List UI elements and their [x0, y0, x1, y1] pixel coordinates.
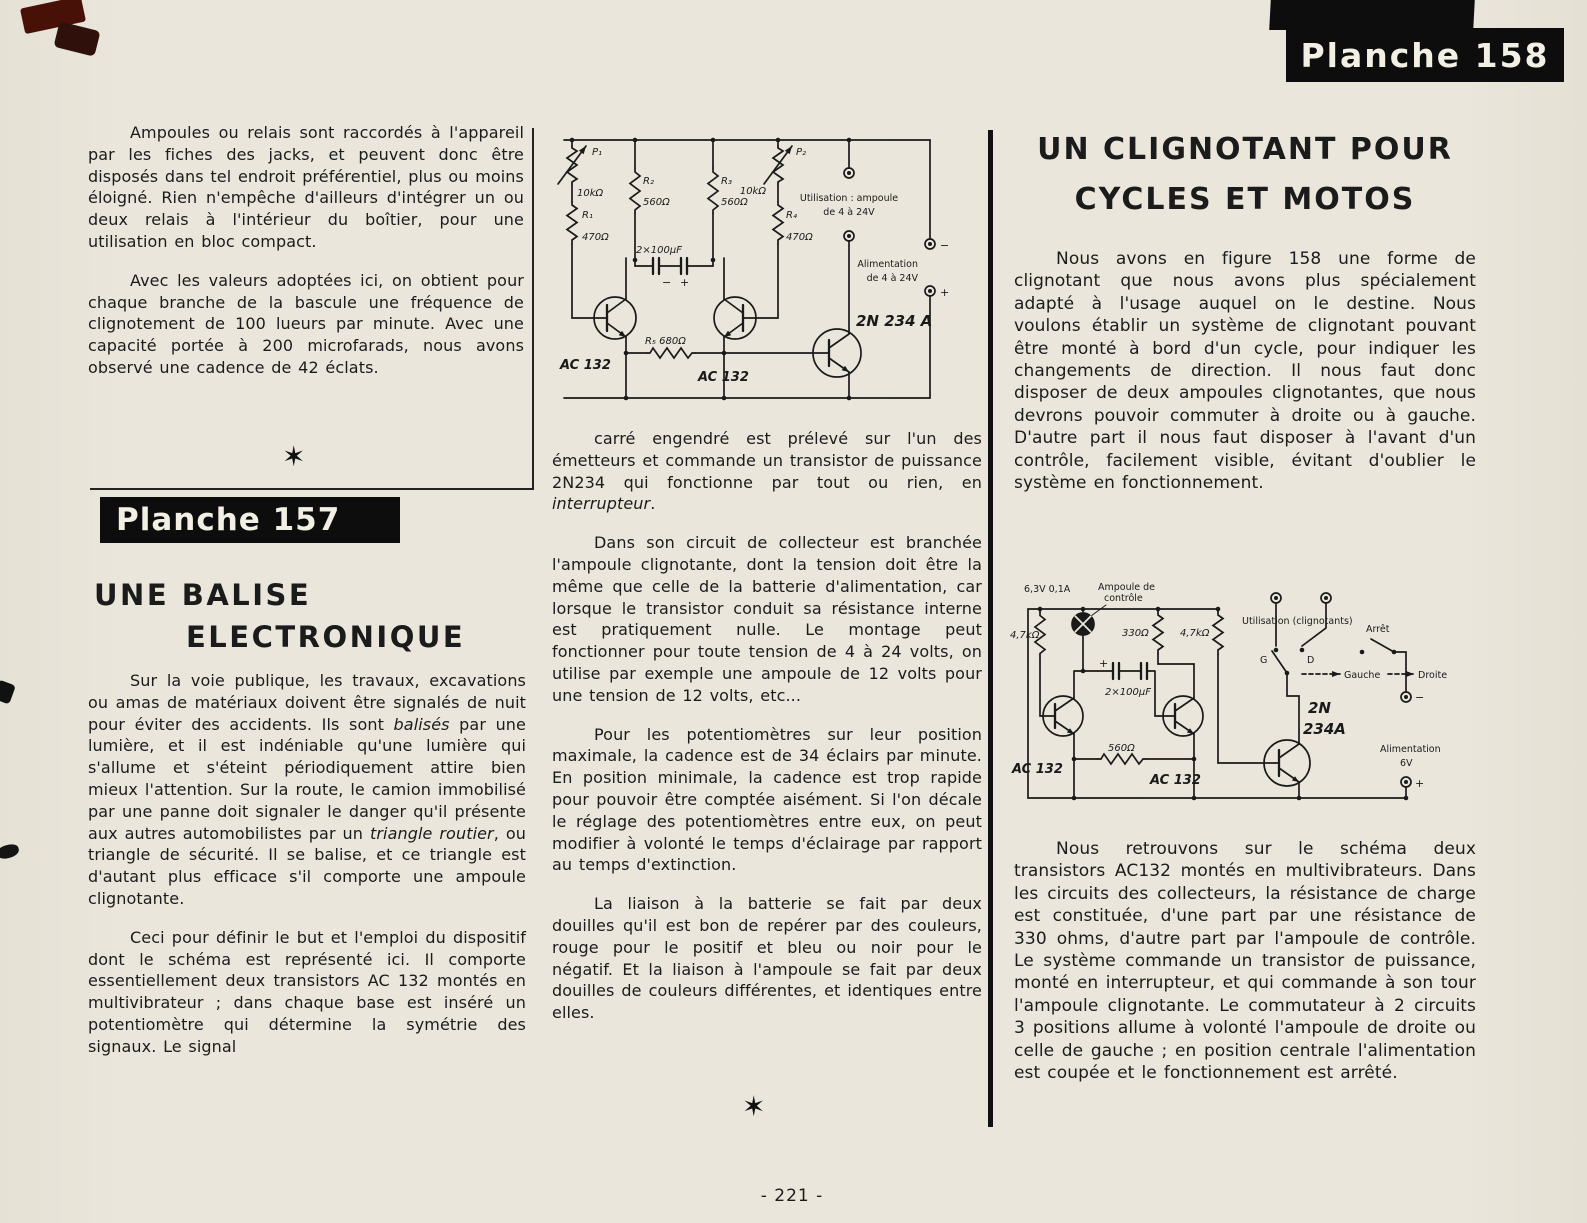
clignotant-circuit-schematic: [1010, 576, 1474, 820]
label-supply-minus: −: [1415, 691, 1425, 704]
label-gauche: Gauche: [1344, 670, 1381, 681]
circuit-wires: [1028, 593, 1414, 798]
label-r2: R₂: [643, 176, 654, 187]
label-cap-plus: +: [680, 276, 690, 289]
planche-158-top-bar: [1269, 0, 1475, 30]
paragraph: Nous avons en figure 158 une forme de clignotant que nous avons plus spécialement adapté à l'usage auquel on le destine. Nous voulons établir un système de clignotant pouvant être monté à bord d'un cycle, pour indiquer les changements de direction. Il nous faut donc disposer de deux ampoules clignotantes, que nous devrons pouvoir commuter à droite ou à gauche. D'autre part il nous faut disposer à l'avant d'un contrôle, facilement visible, évitant d'oublier le système en fonctionnement.: [1014, 249, 1476, 494]
label-arret: Arrêt: [1366, 624, 1390, 635]
label-transistor1: AC 132: [1012, 762, 1063, 777]
intro-block-vertical-rule: [532, 128, 534, 490]
text-run-italic: interrupteur: [552, 494, 651, 514]
label-r3-value: 560Ω: [721, 197, 748, 208]
left-column-body: [88, 670, 526, 1075]
page-number: - 221 -: [760, 1186, 824, 1206]
label-transistor3-2: 234A: [1303, 720, 1346, 738]
intro-block-horizontal-rule: [90, 488, 534, 490]
label-supply-minus: −: [940, 239, 950, 252]
text-run: par une lumière, et il est indéniable qu'une lumière qui s'allume et s'éteint périodiquement attire bien mieux l'attention. Sur la route, le camion immobilisé par une panne doit signaler le danger qu'il présente aux autres automobilistes par un: [88, 714, 526, 843]
label-supply-plus: +: [940, 286, 950, 299]
article-title-line1: UNE BALISE: [94, 578, 312, 612]
label-transistor2: AC 132: [698, 370, 749, 385]
label-switch-g: G: [1260, 655, 1268, 666]
label-r3: R₃: [721, 176, 732, 187]
scan-artifact-left-edge-1: [0, 680, 16, 705]
section-star-ornament: ✶: [282, 440, 306, 473]
planche-158-label: Planche 158: [1300, 35, 1550, 75]
label-r1-value: 470Ω: [582, 232, 609, 243]
label-droite: Droite: [1418, 670, 1448, 681]
label-lamp-rating: 6,3V 0,1A: [1024, 584, 1071, 595]
paragraph: La liaison à la batterie se fait par deux douilles qu'il est bon de repérer par des couleurs, rouge pour le positif et bleu ou noir pour le négatif. Et la liaison à l'ampoule se fait par deux douilles de couleurs différentes, et identiques entre elles.: [552, 894, 982, 1023]
text-run: Sur la voie publique, les travaux, excavations ou amas de matériaux doivent être signalés de nuit pour éviter des accidents. Ils sont: [88, 671, 526, 734]
paragraph: Ampoules ou relais sont raccordés à l'appareil par les fiches des jacks, et peuvent donc être disposés dans tel endroit préférentiel, plus ou moins éloigné. Rien n'empêche d'ailleurs d'intégrer un ou deux relais à l'intérieur du boîtier, pour une utilisation en bloc compact.: [88, 123, 524, 251]
section-star-ornament: ✶: [742, 1090, 766, 1123]
balise-circuit-schematic: [550, 126, 982, 420]
label-transistor3: 2N 234 A: [856, 312, 933, 330]
label-alimentation-2: de 4 à 24V: [866, 273, 918, 284]
label-utilisation: Utilisation (clignotants): [1242, 616, 1353, 627]
scan-artifact-left-edge-2: [0, 843, 20, 860]
label-p2: P₂: [796, 147, 807, 158]
label-r3-value: 4,7kΩ: [1180, 628, 1210, 639]
text-run: .: [650, 494, 656, 514]
paragraph: Ceci pour définir le but et l'emploi du dispositif dont le schéma est représenté ici. Il comporte essentiellement deux transistors AC 132 montés en multivibrateur ; dans chaque base est inséré un potentiomètre qui détermine la symétrie des signaux. Le signal: [88, 927, 526, 1056]
paragraph: Pour les potentiomètres sur leur position maximale, la cadence est de 34 éclairs par minute. En position minimale, la cadence est trop rapide pour pouvoir être comptée aisément. Si l'on décale le réglage des potentiomètres entre eux, on peut modifier à volonté le temps d'éclairage par rapport au temps d'extinction.: [552, 724, 982, 875]
scan-artifact-top-left-2: [53, 21, 100, 56]
article2-title-line2: CYCLES ET MOTOS: [1074, 182, 1416, 217]
label-transistor2: AC 132: [1150, 773, 1201, 788]
column-divider-rule: [988, 130, 993, 1127]
label-cap-minus: −: [662, 276, 672, 289]
label-capacitors: 2×100μF: [636, 245, 682, 256]
label-r5: R₅ 680Ω: [645, 336, 686, 347]
label-utilisation-1: Utilisation : ampoule: [799, 193, 899, 204]
paragraph: Nous retrouvons sur le schéma deux transistors AC132 montés en multivibrateurs. Dans les circuits des collecteurs, la résistance de charge est constituée, d'une part par une résistance de 330 ohms, d'autre part par l'ampoule de contrôle. Le système commande un transistor de puissance, monté en interrupteur, et qui commande à son tour l'ampoule clignotante. Le commutateur à 2 circuits 3 positions allume à volonté l'ampoule de droite ou celle de gauche ; en position centrale l'alimentation est coupée et le fonctionnement est arrêté.: [1014, 839, 1476, 1084]
label-r1-value: 4,7kΩ: [1010, 630, 1040, 641]
label-p1-value: 10kΩ: [577, 188, 604, 199]
label-r4-value: 470Ω: [786, 232, 813, 243]
article2-title-line1: UN CLIGNOTANT POUR: [1037, 132, 1453, 167]
label-lamp-2: contrôle: [1104, 593, 1143, 604]
label-transistor1: AC 132: [560, 358, 611, 373]
left-column-intro: [88, 122, 524, 396]
text-run: carré engendré est prélevé sur l'un des émetteurs et commande un transistor de puissance 2N234 qui fonctionne par tout ou rien, en: [552, 429, 982, 492]
planche-157-header: [100, 497, 400, 543]
middle-column-body: [552, 428, 982, 1041]
article-title-line2: ELECTRONIQUE: [186, 620, 466, 654]
label-utilisation-2: de 4 à 24V: [823, 207, 875, 218]
label-alimentation-1: Alimentation: [857, 259, 918, 270]
text-run-italic: triangle routier: [369, 823, 494, 843]
label-r2-value: 330Ω: [1122, 628, 1149, 639]
label-p1: P₁: [592, 147, 603, 158]
label-alimentation-2: 6V: [1400, 758, 1413, 769]
label-cap-plus: +: [1099, 657, 1109, 670]
right-column-intro: [1014, 248, 1476, 511]
label-r4: R₄: [786, 210, 797, 221]
label-lamp-1: Ampoule de: [1098, 582, 1155, 593]
label-r1: R₁: [582, 210, 593, 221]
text-run-italic: balisés: [393, 714, 450, 734]
label-r4-value: 560Ω: [1108, 743, 1135, 754]
paragraph: Avec les valeurs adoptées ici, on obtient pour chaque branche de la bascule une fréquence de clignotement de 100 lueurs par minute. Avec une capacité portée à 200 microfarads, nous avons observé une cadence de 42 éclats.: [88, 270, 524, 377]
label-r2-value: 560Ω: [643, 197, 670, 208]
label-p2-value: 10kΩ: [739, 186, 766, 197]
planche-158-header: [1286, 28, 1564, 82]
paragraph: Dans son circuit de collecteur est branchée l'ampoule clignotante, dont la tension doit être la même que celle de la batterie d'alimentation, car lorsque le transistor conduit sa résistance interne est pratiquement nulle. Le montage peut fonctionner pour toute tension de 4 à 24 volts, on utilise par exemple une ampoule de 12 volts pour une tension de 12 volts, etc...: [552, 533, 982, 705]
text-run: , ou triangle de sécurité. Il se balise, et ce triangle est d'autant plus efficace s'il comporte une ampoule clignotante.: [88, 823, 526, 908]
paragraph: [88, 670, 526, 910]
label-alimentation-1: Alimentation: [1380, 744, 1441, 755]
label-supply-plus: +: [1415, 777, 1425, 790]
planche-157-label: Planche 157: [116, 502, 341, 538]
paragraph: [552, 428, 982, 515]
label-transistor3-1: 2N: [1308, 699, 1331, 717]
label-capacitors: 2×100μF: [1105, 687, 1151, 698]
right-column-body: [1014, 838, 1476, 1101]
label-switch-d: D: [1307, 655, 1315, 666]
